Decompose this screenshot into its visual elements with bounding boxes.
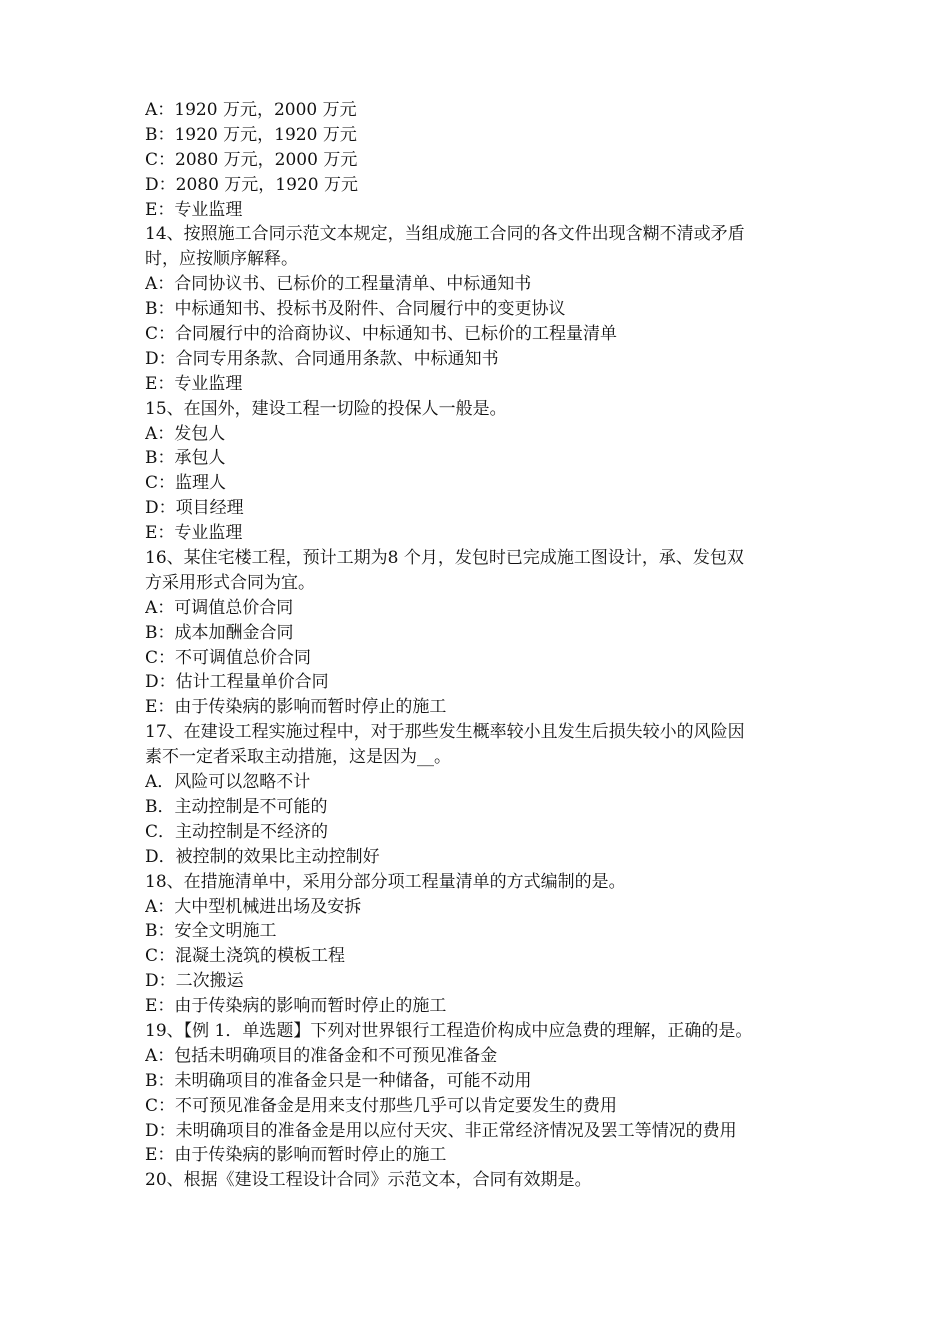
text-line: D．被控制的效果比主动控制好 xyxy=(145,846,380,867)
text-line: C：合同履行中的洽商协议、中标通知书、已标价的工程量清单 xyxy=(145,324,618,345)
text-line: D：二次搬运 xyxy=(145,971,244,992)
text-line: C．主动控制是不经济的 xyxy=(145,821,329,842)
text-line: D：2080 万元，1920 万元 xyxy=(145,174,358,195)
text-line: B：承包人 xyxy=(145,448,226,469)
text-line: A：发包人 xyxy=(145,423,226,444)
question-17-cont: 素不一定者采取主动措施，这是因为__。 xyxy=(145,747,451,768)
text-line: C：2080 万元，2000 万元 xyxy=(145,149,358,170)
text-line: C：监理人 xyxy=(145,473,227,494)
text-line: A：大中型机械进出场及安拆 xyxy=(145,896,362,917)
text-line: C：不可调值总价合同 xyxy=(145,647,312,668)
text-line: A：1920 万元，2000 万元 xyxy=(145,100,357,120)
question-17: 17、在建设工程实施过程中，对于那些发生概率较小且发生后损失较小的风险因 xyxy=(145,722,745,743)
text-line: D：未明确项目的准备金是用以应付天灾、非正常经济情况及罢工等情况的费用 xyxy=(145,1120,737,1141)
question-16: 16、某住宅楼工程，预计工期为8 个月，发包时已完成施工图设计，承、发包双 xyxy=(145,548,744,569)
text-line: D：估计工程量单价合同 xyxy=(145,672,329,693)
text-line: E：专业监理 xyxy=(145,199,243,220)
question-14: 14、按照施工合同示范文本规定，当组成施工合同的各文件出现含糊不清或矛盾 xyxy=(145,224,745,245)
text-line: C：混凝土浇筑的模板工程 xyxy=(145,946,346,967)
text-line: A：可调值总价合同 xyxy=(145,597,294,618)
text-line: E：由于传染病的影响而暂时停止的施工 xyxy=(145,996,447,1017)
document-page xyxy=(145,98,825,1193)
text-line: E：由于传染病的影响而暂时停止的施工 xyxy=(145,1145,447,1166)
text-line: B．主动控制是不可能的 xyxy=(145,796,328,817)
text-line: D：合同专用条款、合同通用条款、中标通知书 xyxy=(145,348,499,369)
question-20: 20、根据《建设工程设计合同》示范文本，合同有效期是。 xyxy=(145,1170,592,1191)
text-line: E：专业监理 xyxy=(145,523,243,544)
question-14-cont: 时，应按顺序解释。 xyxy=(145,249,298,270)
text-line: A．风险可以忽略不计 xyxy=(145,772,311,793)
text-line: A：包括未明确项目的准备金和不可预见准备金 xyxy=(145,1045,498,1066)
text-line: B：安全文明施工 xyxy=(145,921,277,942)
question-19: 19、【例 1．单选题】下列对世界银行工程造价构成中应急费的理解，正确的是。 xyxy=(145,1020,753,1041)
text-line: E：专业监理 xyxy=(145,373,243,394)
text-line: C：不可预见准备金是用来支付那些几乎可以肯定要发生的费用 xyxy=(145,1095,618,1116)
text-line: E：由于传染病的影响而暂时停止的施工 xyxy=(145,697,447,718)
text-line: B：未明确项目的准备金只是一种储备，可能不动用 xyxy=(145,1070,532,1091)
question-18: 18、在措施清单中，采用分部分项工程量清单的方式编制的是。 xyxy=(145,871,626,892)
text-line: A：合同协议书、已标价的工程量清单、中标通知书 xyxy=(145,274,532,295)
question-16-cont: 方采用形式合同为宜。 xyxy=(145,572,315,593)
text-line: D：项目经理 xyxy=(145,498,244,519)
text-line: B：中标通知书、投标书及附件、合同履行中的变更协议 xyxy=(145,299,566,320)
question-15: 15、在国外，建设工程一切险的投保人一般是。 xyxy=(145,398,507,419)
text-line: B：成本加酬金合同 xyxy=(145,622,294,643)
text-line: B：1920 万元，1920 万元 xyxy=(145,124,357,145)
